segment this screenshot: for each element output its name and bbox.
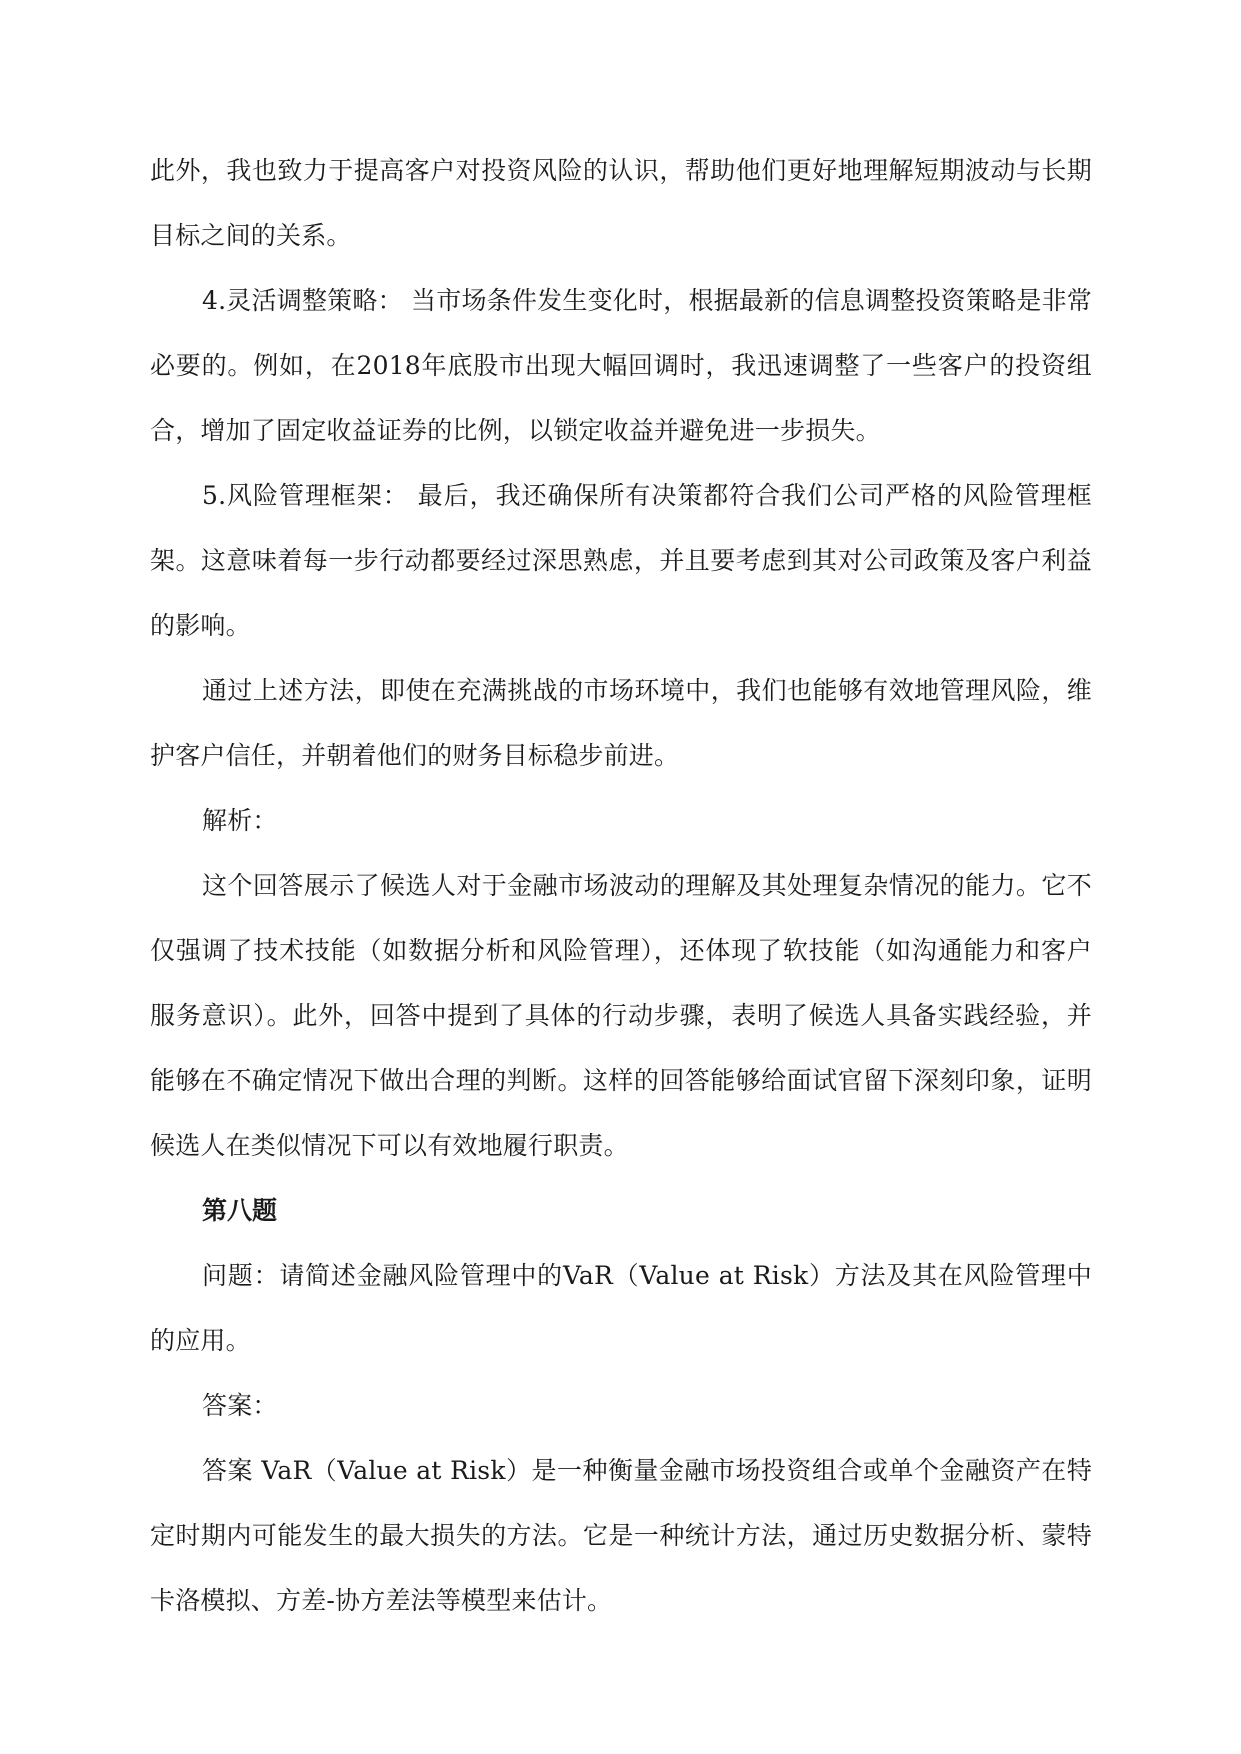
paragraph-analysis: 这个回答展示了候选人对于金融市场波动的理解及其处理复杂情况的能力。它不仅强调了技术技能（如数据分析和风险管理），还体现了软技能（如沟通能力和客户服务意识）。此外，回答中提到了具体的行动步骤，表明了候选人具备实践经验，并能够在不确定情况下做出合理的判断。这样的回答能够给面试官留下深刻印象，证明候选人在类似情况下可以有效地履行职责。 — [150, 871, 1092, 1160]
analysis-label: 解析： — [202, 806, 278, 835]
paragraph-summary: 通过上述方法，即使在充满挑战的市场环境中，我们也能够有效地管理风险，维护客户信任，并朝着他们的财务目标稳步前进。 — [150, 676, 1092, 770]
paragraph-flexible-strategy: 4.灵活调整策略： 当市场条件发生变化时，根据最新的信息调整投资策略是非常必要的。例如，在2018年底股市出现大幅回调时，我迅速调整了一些客户的投资组合，增加了固定收益证券的比例，以锁定收益并避免进一步损失。 — [150, 286, 1092, 445]
answer-label: 答案： — [202, 1391, 278, 1420]
paragraph-risk-framework: 5.风险管理框架： 最后，我还确保所有决策都符合我们公司严格的风险管理框架。这意味着每一步行动都要经过深思熟虑，并且要考虑到其对公司政策及客户利益的影响。 — [150, 481, 1092, 640]
paragraph-client-risk-awareness: 此外，我也致力于提高客户对投资风险的认识，帮助他们更好地理解短期波动与长期目标之间的关系。 — [150, 156, 1092, 250]
paragraph-answer: 答案 VaR（Value at Risk）是一种衡量金融市场投资组合或单个金融资产在特定时期内可能发生的最大损失的方法。它是一种统计方法，通过历史数据分析、蒙特卡洛模拟、方差-协方差法等模型来估计。 — [150, 1456, 1092, 1615]
document-page — [150, 138, 1092, 1633]
paragraph-question: 问题：请简述金融风险管理中的VaR（Value at Risk）方法及其在风险管理中的应用。 — [150, 1261, 1092, 1355]
question-eight-heading: 第八题 — [202, 1196, 278, 1225]
